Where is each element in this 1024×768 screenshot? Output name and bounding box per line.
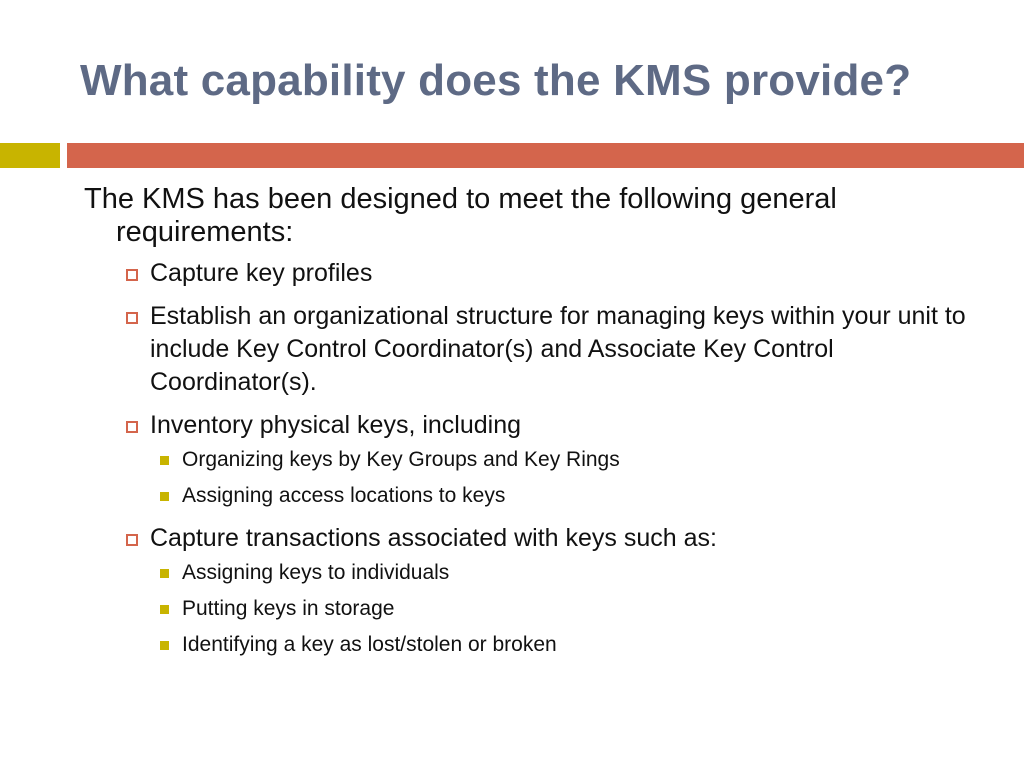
hollow-square-bullet-icon [126, 421, 138, 433]
sub-bullet-text: Putting keys in storage [182, 597, 395, 620]
intro-text: The KMS has been designed to meet the following general requirements: [84, 183, 837, 248]
hollow-square-bullet-icon [126, 312, 138, 324]
bullet-text: Inventory physical keys, including [150, 411, 522, 439]
hollow-square-bullet-icon [126, 534, 138, 546]
accent-bar-right [67, 143, 1024, 168]
filled-square-bullet-icon [160, 492, 169, 501]
sub-bullet-text: Assigning keys to individuals [182, 561, 450, 584]
sub-bullet-item [84, 561, 984, 585]
hollow-square-bullet-icon [126, 269, 138, 281]
bullet-text: Establish an organizational structure for managing keys within your unit to include Key Control Coordinator(s) and Associate Key Control Coordinator(s). [150, 302, 966, 396]
sub-bullet-text: Identifying a key as lost/stolen or broken [182, 633, 557, 656]
bullet-item [84, 257, 984, 290]
sub-bullet-item [84, 597, 984, 621]
filled-square-bullet-icon [160, 641, 169, 650]
bullet-item [84, 409, 984, 442]
sub-bullet-item [84, 448, 984, 472]
bullet-item [84, 300, 984, 399]
sub-bullet-item [84, 484, 984, 508]
slide-body [84, 183, 984, 669]
filled-square-bullet-icon [160, 569, 169, 578]
filled-square-bullet-icon [160, 605, 169, 614]
sub-bullet-text: Assigning access locations to keys [182, 484, 506, 507]
sub-bullet-text: Organizing keys by Key Groups and Key Rings [182, 448, 620, 471]
accent-bar-left [0, 143, 60, 168]
filled-square-bullet-icon [160, 456, 169, 465]
bullet-text: Capture key profiles [150, 259, 373, 287]
slide-title: What capability does the KMS provide? [80, 56, 912, 105]
bullet-item [84, 522, 984, 555]
sub-bullet-item [84, 633, 984, 657]
bullet-text: Capture transactions associated with keys such as: [150, 524, 717, 552]
